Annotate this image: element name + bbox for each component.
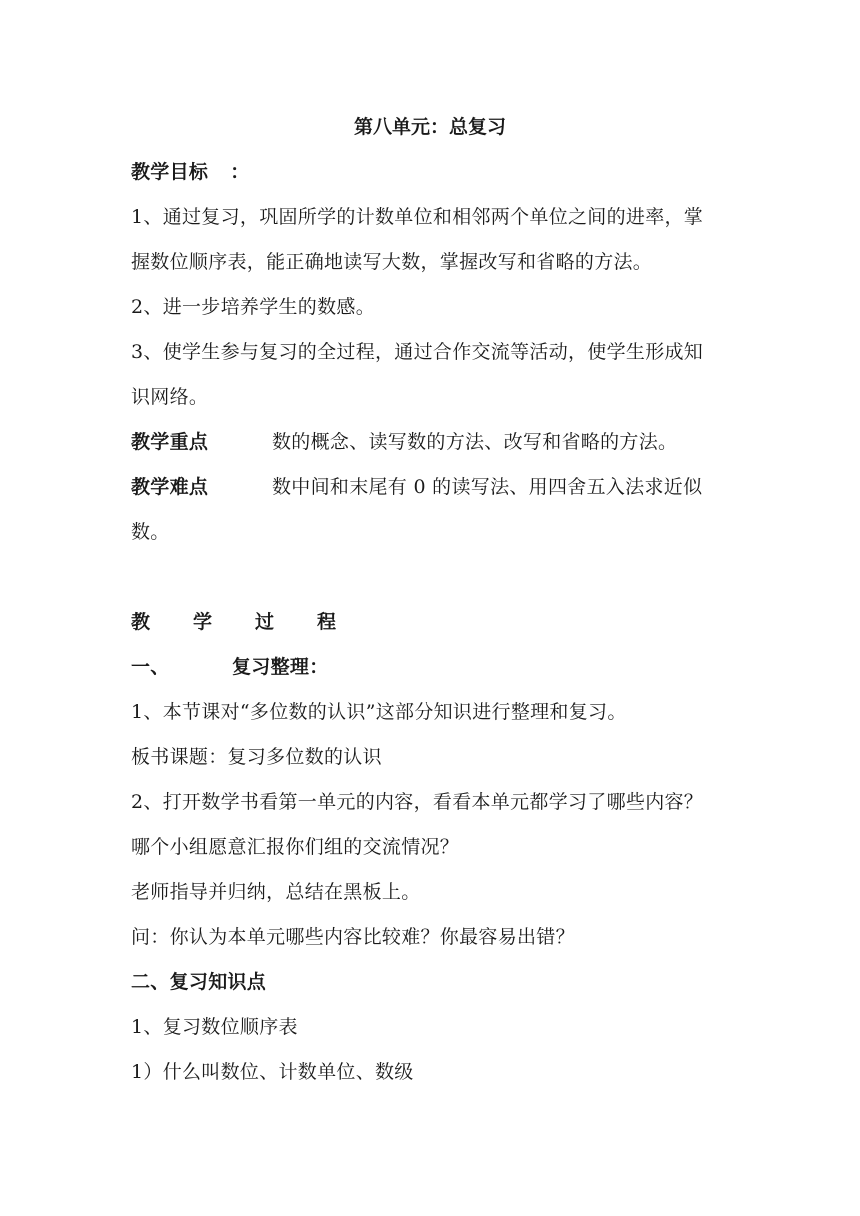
key-points-text: 数的概念、读写数的方法、改写和省略的方法。 <box>272 431 678 453</box>
section1-line: 老师指导并归纳，总结在黑板上。 <box>131 881 421 903</box>
section1-number: 一、 <box>131 656 170 678</box>
section1-heading <box>131 655 731 679</box>
objectives-heading: 教学目标 <box>131 161 209 183</box>
difficult-points-line <box>131 475 731 499</box>
process-heading-char: 教 <box>131 611 151 633</box>
objective-line: 握数位顺序表，能正确地读写大数，掌握改写和省略的方法。 <box>131 251 653 273</box>
section1-title: 复习整理： <box>232 656 329 678</box>
process-heading <box>131 610 731 634</box>
difficult-points-label: 教学难点 <box>131 476 209 498</box>
section2-line: 1）什么叫数位、计数单位、数级 <box>131 1061 414 1083</box>
section1-line: 2、打开数学书看第一单元的内容，看看本单元都学习了哪些内容？ <box>131 791 704 813</box>
objectives-colon: ： <box>230 161 250 183</box>
process-heading-char: 程 <box>317 611 337 633</box>
objective-line: 2、进一步培养学生的数感。 <box>131 296 375 318</box>
section1-line: 哪个小组愿意汇报你们组的交流情况？ <box>131 836 460 858</box>
objective-line: 1、通过复习，巩固所学的计数单位和相邻两个单位之间的进率，掌 <box>131 206 704 228</box>
process-heading-char: 过 <box>255 611 275 633</box>
section1-line: 1、本节课对“多位数的认识”这部分知识进行整理和复习。 <box>131 701 627 723</box>
objectives-heading-line <box>131 160 731 184</box>
page-title: 第八单元：总复习 <box>353 116 506 138</box>
key-points-line <box>131 430 731 454</box>
objective-line: 识网络。 <box>131 386 209 408</box>
section2-line: 1、复习数位顺序表 <box>131 1016 298 1038</box>
difficult-points-text: 数中间和末尾有 0 的读写法、用四舍五入法求近似 <box>272 476 703 498</box>
process-heading-char: 学 <box>193 611 213 633</box>
section1-line: 问：你认为本单元哪些内容比较难？你最容易出错？ <box>131 926 575 948</box>
difficult-points-continuation: 数。 <box>131 521 170 543</box>
objective-line: 3、使学生参与复习的全过程，通过合作交流等活动，使学生形成知 <box>131 341 704 363</box>
section1-line: 板书课题：复习多位数的认识 <box>131 746 382 768</box>
section2-heading: 二、复习知识点 <box>131 971 267 993</box>
key-points-label: 教学重点 <box>131 431 209 453</box>
